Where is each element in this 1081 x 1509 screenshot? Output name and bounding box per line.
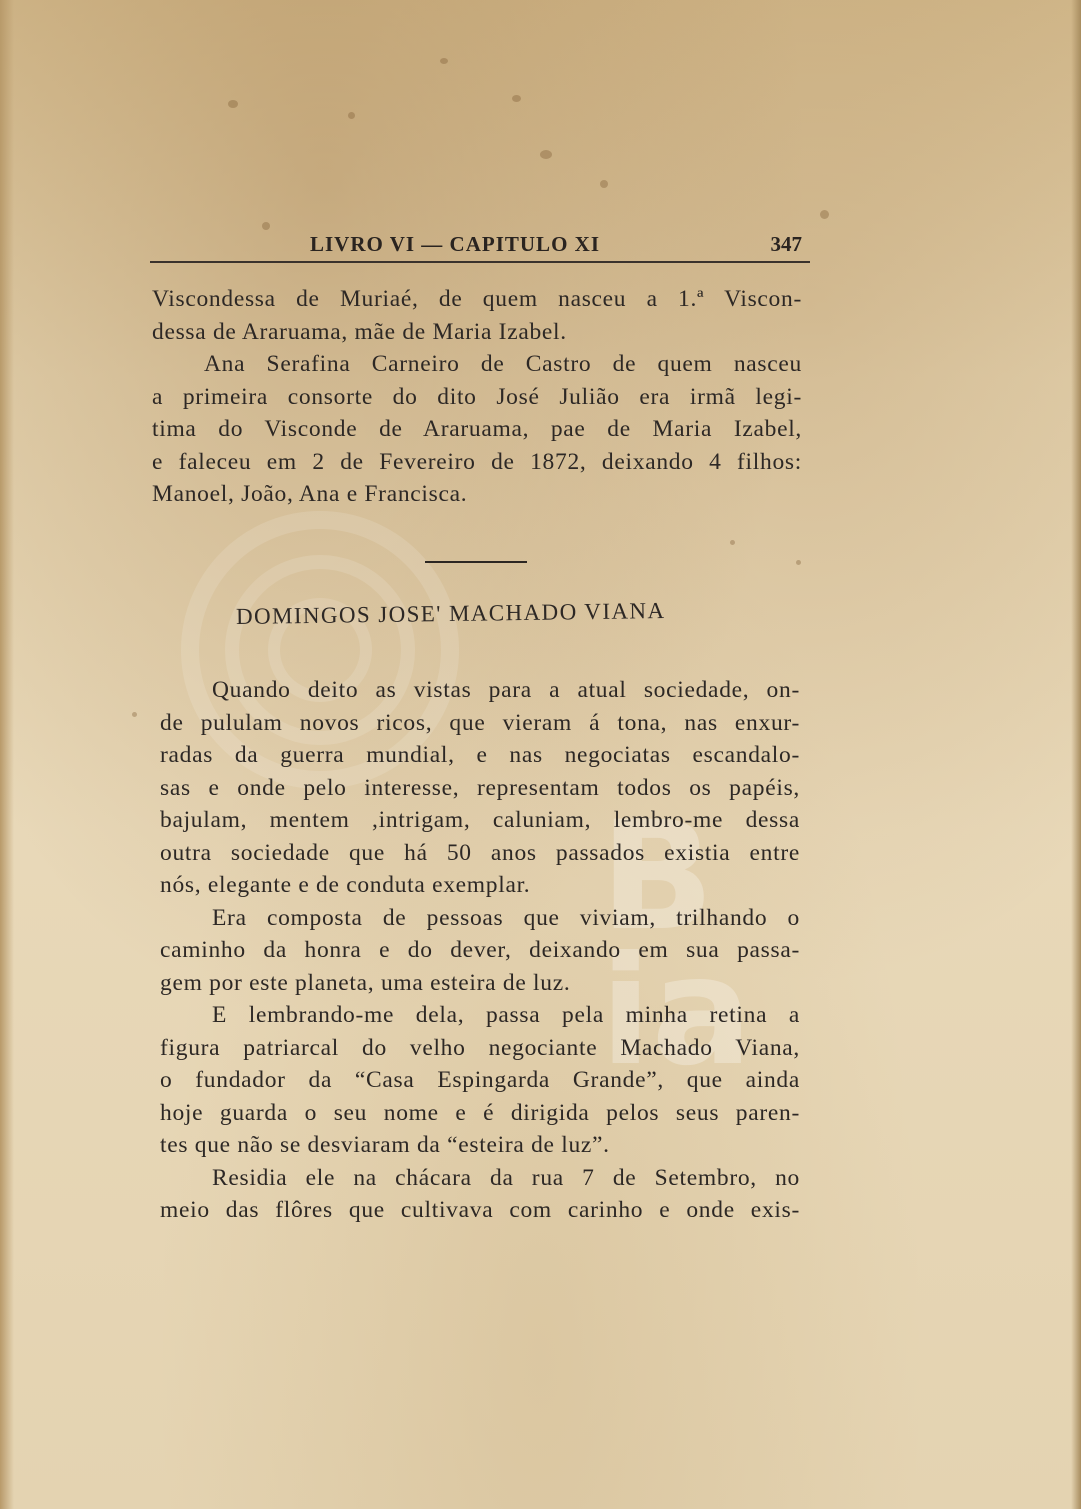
text-line: meio das flôres que cultivava com carinho e onde exis- [160, 1197, 800, 1223]
section-divider [425, 561, 527, 563]
paragraph [152, 348, 802, 511]
text-line: Ana Serafina Carneiro de Castro de quem nasceu [204, 351, 802, 377]
text-line: figura patriarcal do velho negociante Machado Viana, [160, 1034, 800, 1061]
page-edge-shadow-left [0, 0, 14, 1509]
running-head-title: LIVRO VI — CAPITULO XI [310, 232, 600, 256]
body-text-section [160, 674, 800, 1227]
foxing-spot [228, 100, 238, 108]
text-line: hoje guarda o seu nome e é dirigida pelos seus paren- [160, 1099, 800, 1126]
text-line: de pululam novos ricos, que vieram á tona, nas enxur- [160, 709, 800, 736]
foxing-spot [600, 180, 608, 188]
body-text-top [152, 283, 802, 511]
text-line: tes que não se desviaram da “esteira de luz”. [160, 1132, 610, 1158]
paragraph [152, 283, 802, 348]
text-line: a primeira consorte do dito José Julião era irmã legi- [152, 383, 802, 410]
text-line: outra sociedade que há 50 anos passados existia entre [160, 839, 800, 866]
text-line: bajulam, mentem ,intrigam, caluniam, lembro-me dessa [160, 807, 800, 833]
text-line: Quando deito as vistas para a atual sociedade, on- [212, 677, 800, 703]
text-line: Era composta de pessoas que viviam, trilhando o [212, 904, 800, 931]
foxing-spot [730, 540, 735, 545]
text-line: Viscondessa de Muriaé, de quem nasceu a 1.ª Viscon- [152, 286, 802, 312]
text-line: dessa de Araruama, mãe de Maria Izabel. [152, 318, 567, 345]
foxing-spot [440, 58, 448, 64]
running-header [152, 228, 808, 262]
foxing-spot [796, 560, 801, 565]
text-line: radas da guerra mundial, e nas negociatas escandalo- [160, 742, 800, 768]
foxing-spot [820, 210, 829, 219]
text-line: o fundador da “Casa Espingarda Grande”, que ainda [160, 1067, 800, 1093]
foxing-spot [512, 95, 521, 102]
text-line: nós, elegante e de conduta exemplar. [160, 872, 531, 898]
foxing-spot [132, 712, 137, 717]
text-line: Manoel, João, Ana e Francisca. [152, 481, 468, 507]
text-line: caminho da honra e do dever, deixando em sua passa- [160, 937, 800, 963]
paragraph [160, 1162, 800, 1227]
watermark-text: B ia [600, 790, 753, 1099]
text-line: e faleceu em 2 de Fevereiro de 1872, deixando 4 filhos: [152, 448, 802, 475]
paragraph [160, 999, 800, 1162]
page-number: 347 [770, 232, 802, 256]
text-line: sas e onde pelo interesse, representam todos os papéis, [160, 774, 800, 801]
foxing-spot [348, 112, 355, 119]
paragraph [160, 902, 800, 1000]
header-rule [150, 261, 810, 263]
text-line: Residia ele na chácara da rua 7 de Setembro, no [212, 1164, 800, 1191]
section-title: DOMINGOS JOSE' MACHADO VIANA [235, 598, 666, 629]
text-line: E lembrando-me dela, passa pela minha retina a [212, 1002, 800, 1028]
page-edge-shadow-right [1071, 0, 1081, 1509]
paragraph [160, 674, 800, 902]
foxing-spot [540, 150, 552, 159]
text-line: gem por este planeta, uma esteira de luz. [160, 969, 571, 996]
text-line: tima do Visconde de Araruama, pae de Maria Izabel, [152, 416, 802, 442]
